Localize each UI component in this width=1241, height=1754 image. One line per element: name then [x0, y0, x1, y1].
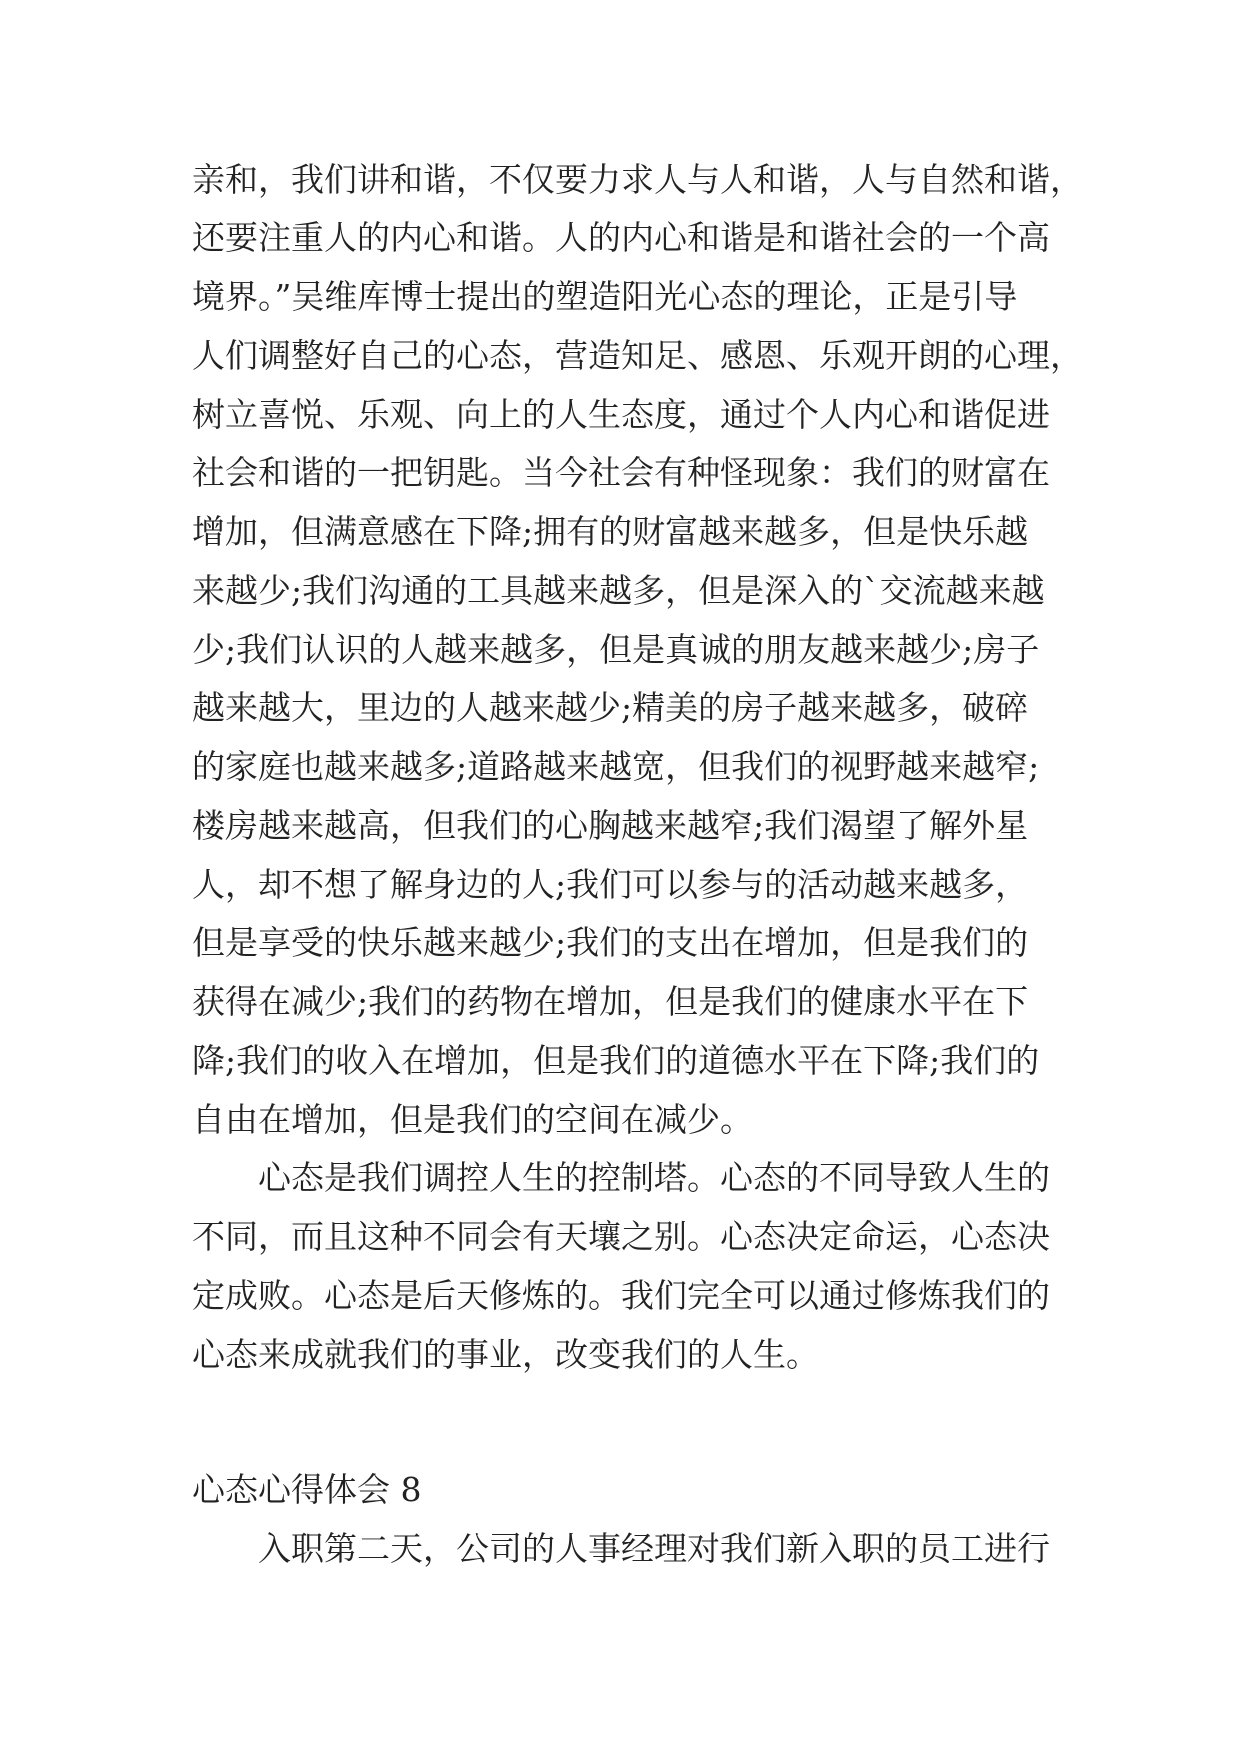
paragraph-line: 人们调整好自己的心态，营造知足、感恩、乐观开朗的心理，	[192, 336, 1083, 375]
paragraph-line: 的家庭也越来越多;道路越来越宽，但我们的视野越来越窄;	[192, 747, 1040, 786]
section-heading: 心态心得体会 8	[192, 1470, 422, 1509]
paragraph-line: 心态来成就我们的事业，改变我们的人生。	[192, 1335, 819, 1374]
paragraph-line: 但是享受的快乐越来越少;我们的支出在增加，但是我们的	[192, 923, 1029, 962]
paragraph-line: 境界。”吴维库博士提出的塑造阳光心态的理论，正是引导	[192, 277, 1018, 316]
paragraph-line: 楼房越来越高，但我们的心胸越来越窄;我们渴望了解外星	[192, 806, 1029, 845]
paragraph-line: 增加，但满意感在下降;拥有的财富越来越多，但是快乐越	[192, 512, 1029, 551]
paragraph-line: 人，却不想了解身边的人;我们可以参与的活动越来越多，	[192, 865, 1029, 904]
paragraph-line: 少;我们认识的人越来越多，但是真诚的朋友越来越少;房子	[192, 630, 1040, 669]
paragraph-line: 定成败。心态是后天修炼的。我们完全可以通过修炼我们的	[192, 1276, 1050, 1315]
paragraph-line: 降;我们的收入在增加，但是我们的道德水平在下降;我们的	[192, 1041, 1040, 1080]
paragraph-line: 越来越大，里边的人越来越少;精美的房子越来越多，破碎	[192, 688, 1029, 727]
paragraph-line: 不同，而且这种不同会有天壤之别。心态决定命运，心态决	[192, 1217, 1050, 1256]
paragraph-line: 自由在增加，但是我们的空间在减少。	[192, 1100, 753, 1139]
paragraph-line: 亲和，我们讲和谐，不仅要力求人与人和谐，人与自然和谐，	[192, 160, 1083, 199]
paragraph-line: 入职第二天，公司的人事经理对我们新入职的员工进行	[258, 1529, 1050, 1568]
paragraph-line: 社会和谐的一把钥匙。当今社会有种怪现象：我们的财富在	[192, 453, 1050, 492]
paragraph-line: 还要注重人的内心和谐。人的内心和谐是和谐社会的一个高	[192, 218, 1050, 257]
paragraph-line: 获得在减少;我们的药物在增加，但是我们的健康水平在下	[192, 982, 1029, 1021]
paragraph-line: 心态是我们调控人生的控制塔。心态的不同导致人生的	[258, 1158, 1050, 1197]
paragraph-line: 来越少;我们沟通的工具越来越多，但是深入的`交流越来越	[192, 571, 1045, 610]
paragraph-line: 树立喜悦、乐观、向上的人生态度，通过个人内心和谐促进	[192, 395, 1050, 434]
